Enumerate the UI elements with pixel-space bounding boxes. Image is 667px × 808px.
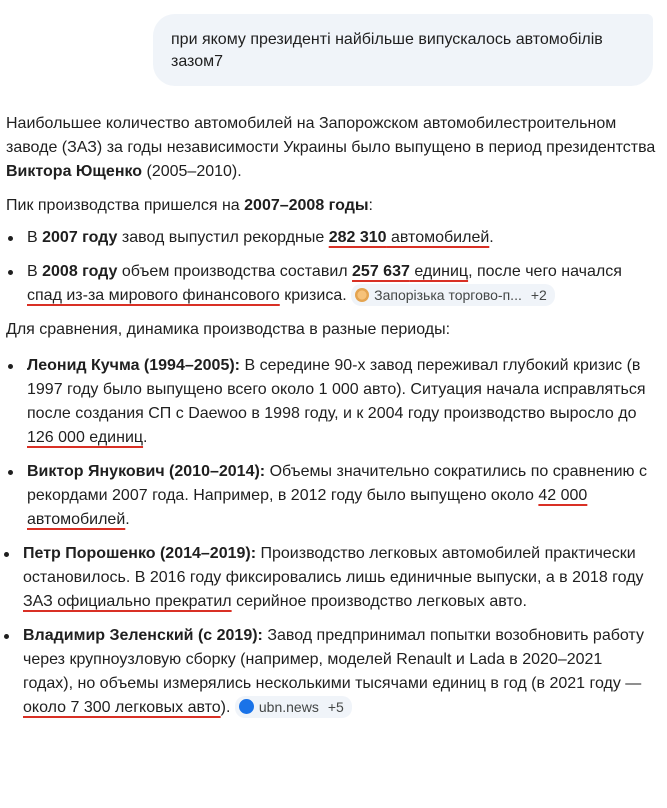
underlined-value: 282 310 автомобилей	[328, 229, 490, 246]
intro-text: Наибольшее количество автомобилей на Запорожском автомобилестроительном заводе (ЗАЗ) за годы независимости Украины было выпущено в период президентства	[6, 115, 656, 156]
list-item: Виктор Янукович (2010–2014): Объемы значительно сократились по сравнению с рекордами 2007 года. Например, в 2012 году было выпущено около 42 000 автомобилей.	[6, 460, 656, 532]
underlined-value: 126 000 единиц	[27, 429, 144, 446]
compare-paragraph: Для сравнения, динамика производства в разные периоды:	[6, 321, 451, 338]
user-message-text: при якому президенті найбільше випускалось автомобілів зазом7	[171, 31, 603, 70]
peak-bold: 2007–2008 годы	[244, 197, 369, 214]
underlined-phrase: спад из-за мирового финансового	[27, 287, 280, 304]
peak-paragraph	[6, 194, 656, 218]
peak-text-end: :	[368, 197, 373, 214]
presidents-list	[6, 354, 656, 720]
intro-text-end: (2005–2010).	[142, 163, 242, 180]
peak-text: Пик производства пришелся на	[6, 197, 245, 214]
news-favicon-icon	[355, 288, 369, 302]
source-chip-label: ubn.news	[258, 698, 319, 715]
list-item: Петр Порошенко (2014–2019): Производство легковых автомобилей практически остановилось. В 2016 году фиксировались лишь единичные выпуски, а в 2018 году ЗАЗ официально прекратил серийное производство легковых авто.	[2, 542, 656, 614]
source-chip-label: Запорізька торгово-п...	[374, 286, 522, 303]
source-chip-more: +2	[530, 286, 547, 303]
intro-paragraph	[6, 112, 656, 184]
underlined-value: около 7 300 легковых авто	[23, 699, 221, 716]
assistant-response	[6, 112, 656, 730]
underlined-value: 42 000 автомобилей	[27, 487, 588, 528]
list-item: В 2008 году объем производства составил 257 637 единиц, после чего начался спад из-за мирового финансового кризиса. Запорізька торгово-п... +2	[6, 260, 656, 308]
user-message-bubble	[153, 14, 653, 86]
ubn-favicon-icon	[239, 699, 254, 714]
list-item: В 2007 году завод выпустил рекордные 282 310 автомобилей.	[6, 226, 656, 250]
source-chip[interactable]	[235, 696, 352, 718]
peak-list	[6, 226, 656, 308]
source-chip-more: +5	[327, 698, 344, 715]
underlined-value: ЗАЗ официально прекратил	[23, 593, 232, 610]
intro-bold: Виктора Ющенко	[6, 163, 143, 180]
source-chip[interactable]	[351, 284, 555, 306]
list-item: Владимир Зеленский (с 2019): Завод предпринимал попытки возобновить работу через крупноузловую сборку (например, моделей Renault и Lada в 2020–2021 годах), но объемы измерялись несколькими тысячами единиц в год (в 2021 году — около 7 300 легковых авто). ubn.news +5	[2, 624, 656, 720]
underlined-value: 257 637 единиц	[352, 263, 469, 280]
list-item: Леонид Кучма (1994–2005): В середине 90-х завод переживал глубокий кризис (в 1997 году было выпущено всего около 1 000 авто). Ситуация начала исправляться после создания СП с Daewoo в 1998 году, и к 2004 году производство выросло до 126 000 единиц.	[6, 354, 656, 450]
